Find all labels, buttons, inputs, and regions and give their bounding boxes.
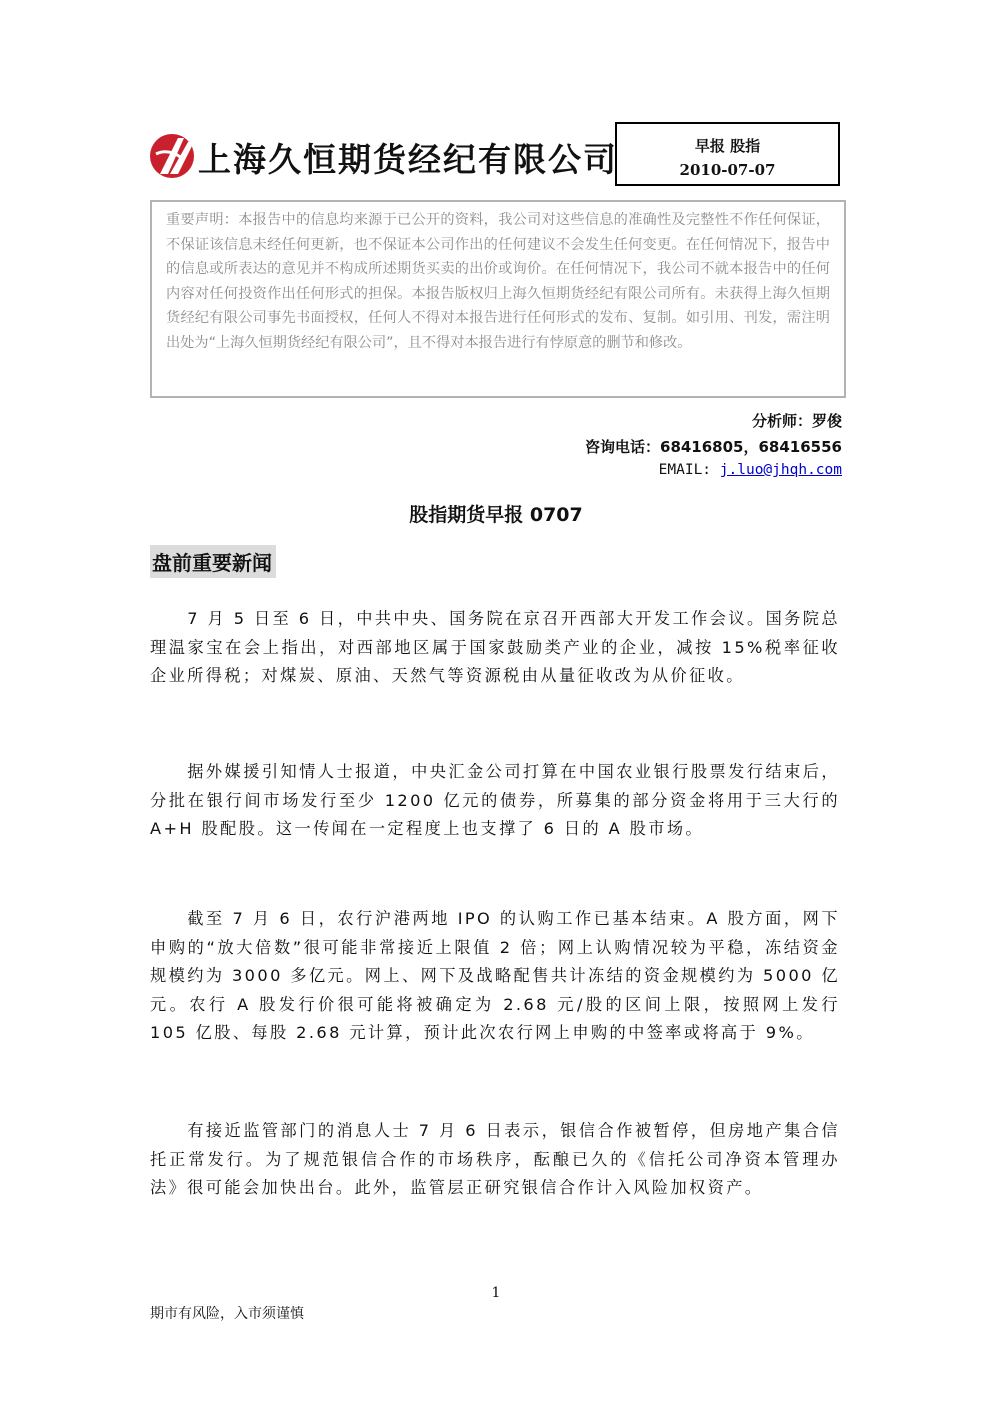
disclaimer-box: 重要声明：本报告中的信息均来源于已公开的资料，我公司对这些信息的准确性及完整性不作任何保证，不保证该信息未经任何更新，也不保证本公司作出的任何建议不会发生任何变更。在任何情况下，报告中的信息或所表达的意见并不构成所述期货买卖的出价或询价。在任何情况下，我公司不就本报告中的任何内容对任何投资作出任何形式的担保。本报告版权归上海久恒期货经纪有限公司所有。未获得上海久恒期货经纪有限公司事先书面授权，任何人不得对本报告进行任何形式的发布、复制。如引用、刊发，需注明出处为“上海久恒期货经纪有限公司”，且不得对本报告进行有悖原意的删节和修改。 — [150, 200, 846, 398]
news-paragraph: 据外媒援引知情人士报道，中央汇金公司打算在中国农业银行股票发行结束后，分批在银行间市场发行至少 1200 亿元的债券，所募集的部分资金将用于三大行的 A+H 股配股。这一传闻在一定程度上也支撑了 6 日的 A 股市场。 — [150, 762, 840, 839]
company-name: 上海久恒期货经纪有限公司 — [198, 140, 618, 179]
report-date: 2010-07-07 — [679, 161, 776, 179]
company-logo-mark-icon — [148, 124, 204, 188]
report-title: 股指期货早报 0707 — [409, 504, 583, 526]
analyst-name: 分析师：罗俊 — [751, 412, 842, 430]
page-number: 1 — [491, 1285, 501, 1301]
news-paragraph: 7 月 5 日至 6 日，中共中央、国务院在京召开西部大开发工作会议。国务院总理温家宝在会上指出，对西部地区属于国家鼓励类产业的企业，减按 15%税率征收企业所得税；对煤炭、原油、天然气等资源税由从量征收改为从价征收。 — [150, 609, 840, 686]
email-label: EMAIL: — [658, 462, 712, 478]
report-type-label: 早报 股指 — [694, 137, 761, 155]
contact-email-line — [659, 462, 842, 478]
report-type-box — [615, 122, 840, 186]
section-heading: 盘前重要新闻 — [150, 545, 276, 578]
contact-phone: 咨询电话：68416805，68416556 — [585, 438, 842, 456]
news-paragraph: 截至 7 月 6 日，农行沪港两地 IPO 的认购工作已基本结束。A 股方面，网下申购的“放大倍数”很可能非常接近上限值 2 倍；网上认购情况较为平稳，冻结资金规模约为 3000 多亿元。网上、网下及战略配售共计冻结的资金规模约为 5000 亿元。农行 A 股发行价很可能将被确定为 2.68 元/股的区间上限，按照网上发行 105 亿股、每股 2.68 元计算，预计此次农行网上申购的中签率或将高于 9%。 — [150, 909, 840, 1043]
news-paragraph: 有接近监管部门的消息人士 7 月 6 日表示，银信合作被暂停，但房地产集合信托正常发行。为了规范银信合作的市场秩序，酝酿已久的《信托公司净资本管理办法》很可能会加快出台。此外，监管层正研究银信合作计入风险加权资产。 — [150, 1121, 840, 1198]
email-link[interactable]: j.luo@jhqh.com — [719, 462, 842, 478]
risk-warning: 期市有风险，入市须谨慎 — [150, 1306, 304, 1322]
